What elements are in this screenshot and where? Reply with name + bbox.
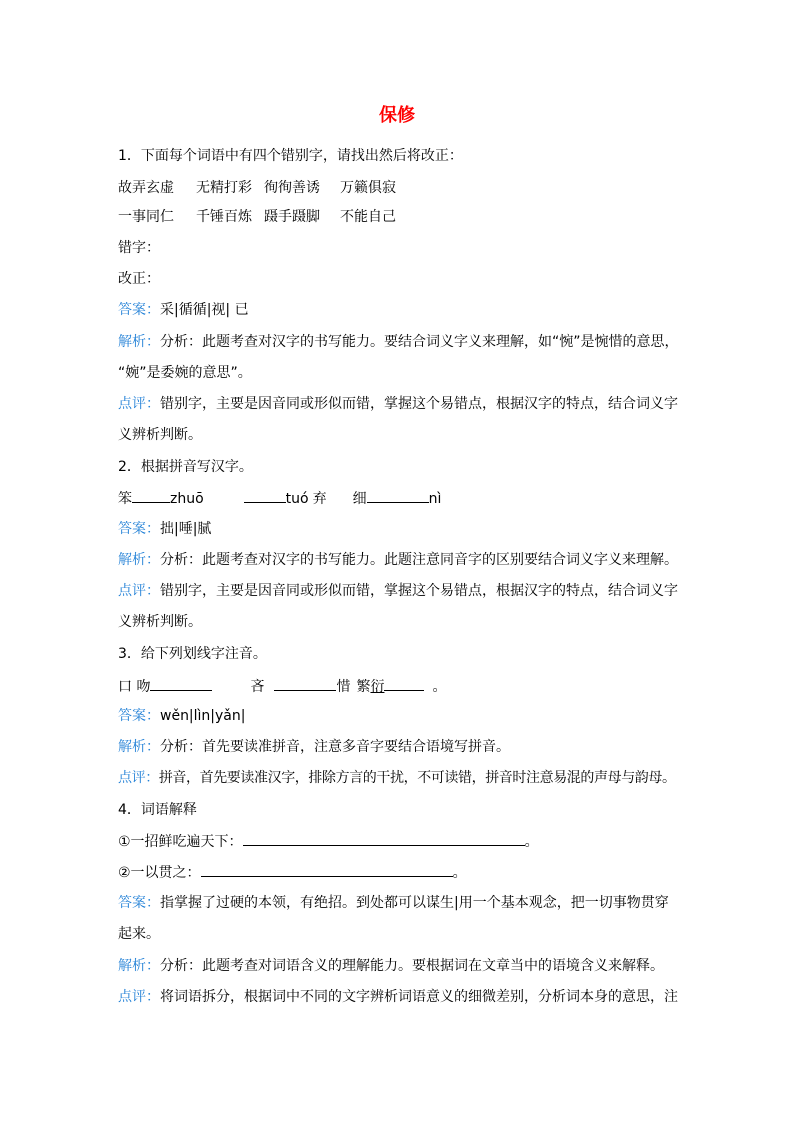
analysis-label: 解析： — [118, 334, 160, 350]
q4-stem: 4．词语解释 — [118, 802, 197, 818]
q1-words-row-1 — [118, 177, 396, 199]
q2-blank-2[interactable] — [244, 487, 286, 503]
q4-end-mark: 。 — [452, 865, 467, 881]
q1-words-row-2 — [118, 206, 396, 228]
q4-answer: 指掌握了过硬的本领，有绝招。到处都可以谋生|用一个基本观念，把一切事物贯穿 — [160, 895, 669, 911]
q1-analysis: 分析：此题考查对汉字的书写能力。要结合词义字义来理解，如“惋”是惋惜的意思， — [160, 334, 679, 350]
q1-word: 不能自己 — [340, 209, 396, 225]
q1-fix-label: 改正： — [118, 271, 160, 287]
q3-item1: 口 吻 — [118, 679, 151, 695]
q2-item3-prefix: 细 — [352, 491, 367, 507]
q4-answer-row — [118, 892, 669, 914]
q3-comment-row — [118, 767, 676, 789]
q2-comment-continued: 义辨析判断。 — [118, 614, 202, 630]
q4-analysis: 分析：此题考查对词语含义的理解能力。要根据词在文章当中的语境含义来解释。 — [160, 958, 664, 974]
q3-items-row — [118, 675, 446, 697]
q1-wrong-label: 错字： — [118, 240, 160, 256]
q1-word: 一事同仁 — [118, 209, 174, 225]
q1-answer-row — [118, 299, 249, 321]
answer-label: 答案： — [118, 895, 160, 911]
q2-blank-1[interactable] — [132, 487, 170, 503]
q4-comment: 将词语拆分，根据词中不同的文字辨析词语意义的细微差别，分析词本身的意思，注 — [160, 989, 678, 1005]
q4-analysis-row — [118, 955, 664, 977]
q2-answer-row — [118, 518, 211, 540]
q4-item1: ①一招鲜吃遍天下： — [118, 834, 243, 850]
q4-item2: ②一以贯之： — [118, 865, 201, 881]
analysis-label: 解析： — [118, 739, 160, 755]
q4-blank-1[interactable] — [243, 830, 525, 846]
q1-answer: 采|循循|视| 已 — [160, 302, 249, 318]
q4-item2-row — [118, 861, 467, 883]
page-title: 保修 — [379, 105, 415, 126]
q2-item2-suffix: 弃 — [312, 491, 327, 507]
q2-blank-3[interactable] — [367, 487, 429, 503]
q2-comment-row — [118, 580, 678, 602]
q1-word: 无精打彩 — [196, 180, 252, 196]
answer-label: 答案： — [118, 302, 160, 318]
analysis-label: 解析： — [118, 958, 160, 974]
q4-end-mark: 。 — [524, 834, 539, 850]
q3-comment: 拼音，首先要读准汉字，排除方言的干扰，不可读错，拼音时注意易混的声母与韵母。 — [158, 770, 676, 786]
answer-label: 答案： — [118, 708, 160, 724]
q3-blank-3[interactable] — [384, 675, 424, 691]
q1-word: 万籁俱寂 — [340, 180, 396, 196]
q2-items-row — [118, 487, 441, 509]
q3-blank-1[interactable] — [150, 675, 212, 691]
q1-analysis-row — [118, 331, 679, 353]
q2-answer: 拙|唾|腻 — [160, 521, 212, 537]
q2-item2-pinyin: tuó — [285, 491, 309, 507]
q1-word: 徇徇善诱 — [264, 180, 320, 196]
q3-item2-pre: 吝 — [250, 679, 265, 695]
comment-label: 点评： — [118, 770, 159, 786]
q1-word: 蹑手蹑脚 — [264, 209, 320, 225]
analysis-label: 解析： — [118, 552, 160, 568]
q1-comment-continued: 义辨析判断。 — [118, 427, 202, 443]
q3-stem: 3．给下列划线字注音。 — [118, 646, 267, 662]
q3-analysis-row — [118, 736, 510, 758]
q2-item3-pinyin: nì — [428, 491, 442, 507]
q2-analysis: 分析：此题考查对汉字的书写能力。此题注意同音字的区别要结合词义字义来理解。 — [160, 552, 678, 568]
q2-comment: 错别字，主要是因音同或形似而错，掌握这个易错点，根据汉字的特点，结合词义字 — [160, 583, 678, 599]
q1-analysis-continued: “婉”是委婉的意思”。 — [118, 365, 252, 381]
q2-item1-prefix: 笨 — [118, 491, 132, 507]
q2-item1-pinyin: zhuō — [170, 491, 204, 507]
q3-analysis: 分析：首先要读准拼音，注意多音字要结合语境写拼音。 — [160, 739, 510, 755]
q1-comment: 错别字，主要是因音同或形似而错，掌握这个易错点，根据汉字的特点，结合词义字 — [160, 396, 678, 412]
q3-answer-row — [118, 705, 245, 727]
comment-label: 点评： — [118, 583, 160, 599]
q4-item1-row — [118, 830, 539, 852]
q2-analysis-row — [118, 549, 678, 571]
q3-answer: wěn|lìn|yǎn| — [160, 708, 246, 724]
q3-end-mark: 。 — [432, 679, 447, 695]
answer-label: 答案： — [118, 521, 160, 537]
q1-word: 千锤百炼 — [196, 209, 252, 225]
q1-word: 故弄玄虚 — [118, 180, 174, 196]
q3-item2-post: 惜 — [336, 679, 351, 695]
q3-item3-b: 衍 — [370, 679, 385, 695]
q4-answer-continued: 起来。 — [118, 926, 160, 942]
q2-stem: 2．根据拼音写汉字。 — [118, 459, 253, 475]
q3-blank-2[interactable] — [274, 675, 336, 691]
q1-comment-row — [118, 393, 678, 415]
q3-item3-a: 繁 — [356, 679, 371, 695]
q4-blank-2[interactable] — [201, 861, 453, 877]
comment-label: 点评： — [118, 989, 160, 1005]
q4-comment-row — [118, 986, 678, 1008]
comment-label: 点评： — [118, 396, 160, 412]
q1-stem: 1．下面每个词语中有四个错别字，请找出然后将改正： — [118, 148, 463, 164]
